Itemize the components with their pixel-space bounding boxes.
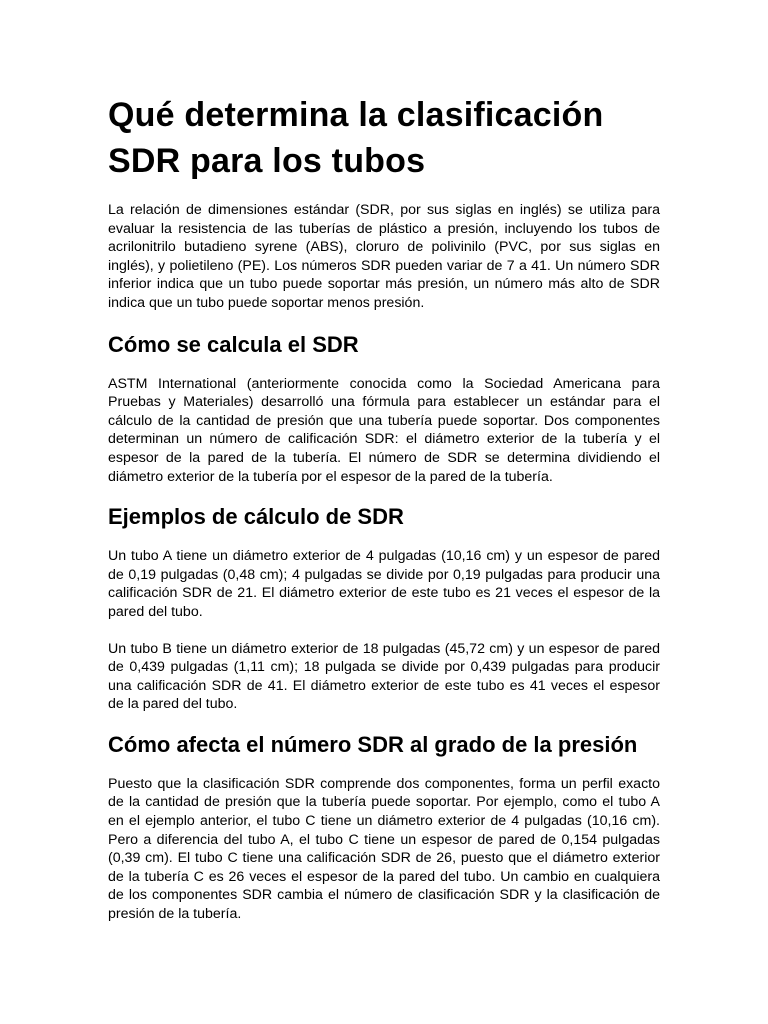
document-title: Qué determina la clasificación SDR para los tubos — [108, 96, 604, 180]
pressure-paragraph: Puesto que la clasificación SDR comprende dos componentes, forma un perfil exacto de la cantidad de presión que la tubería puede soportar. Por ejemplo, como el tubo A en el ejemplo anterior, el tubo C tiene un diámetro exterior de 4 pulgadas (10,16 cm). Pero a diferencia del tubo A, el tubo C tiene un espesor de pared de 0,154 pulgadas (0,39 cm). El tubo C tiene una calificación SDR de 26, puesto que el diámetro exterior de la tubería C es 26 veces el espesor de la pared del tubo. Un cambio en cualquiera de los componentes SDR cambia el número de clasificación SDR y la clasificación de presión de la tubería. — [108, 775, 660, 923]
document-page — [108, 92, 660, 924]
calculation-paragraph: ASTM International (anteriormente conocida como la Sociedad Americana para Pruebas y Materiales) desarrolló una fórmula para establecer un estándar para el cálculo de la cantidad de presión que una tubería puede soportar. Dos componentes determinan un número de calificación SDR: el diámetro exterior de la tubería y el espesor de la pared de la tubería. El número de SDR se determina dividiendo el diámetro exterior de la tubería por el espesor de la pared de la tubería. — [108, 375, 660, 485]
example-a-paragraph: Un tubo A tiene un diámetro exterior de 4 pulgadas (10,16 cm) y un espesor de pared de 0,19 pulgadas (0,48 cm); 4 pulgadas se divide por 0,19 pulgadas para producir una calificación SDR de 21. El diámetro exterior de este tubo es 21 veces el espesor de la pared del tubo. — [108, 548, 660, 620]
example-b-paragraph: Un tubo B tiene un diámetro exterior de 18 pulgadas (45,72 cm) y un espesor de pared de 0,439 pulgadas (1,11 cm); 18 pulgada se divide por 0,439 pulgadas para producir una calificación SDR de 41. El diámetro exterior de este tubo es 41 veces el espesor de la pared del tubo. — [108, 640, 660, 713]
section-heading-calculation: Cómo se calcula el SDR — [108, 331, 359, 357]
section-heading-examples: Ejemplos de cálculo de SDR — [108, 504, 404, 530]
intro-paragraph: La relación de dimensiones estándar (SDR, por sus siglas en inglés) se utiliza para evaluar la resistencia de las tuberías de plástico a presión, incluyendo los tubos de acrilonitrilo butadieno syrene (ABS), cloruro de polivinilo (PVC, por sus siglas en inglés), y polietileno (PE). Los números SDR pueden variar de 7 a 41. Un número SDR inferior indica que un tubo puede soportar más presión, un número más alto de SDR indica que un tubo puede soportar menos presión. — [108, 202, 660, 311]
section-heading-pressure: Cómo afecta el número SDR al grado de la presión — [108, 731, 638, 757]
